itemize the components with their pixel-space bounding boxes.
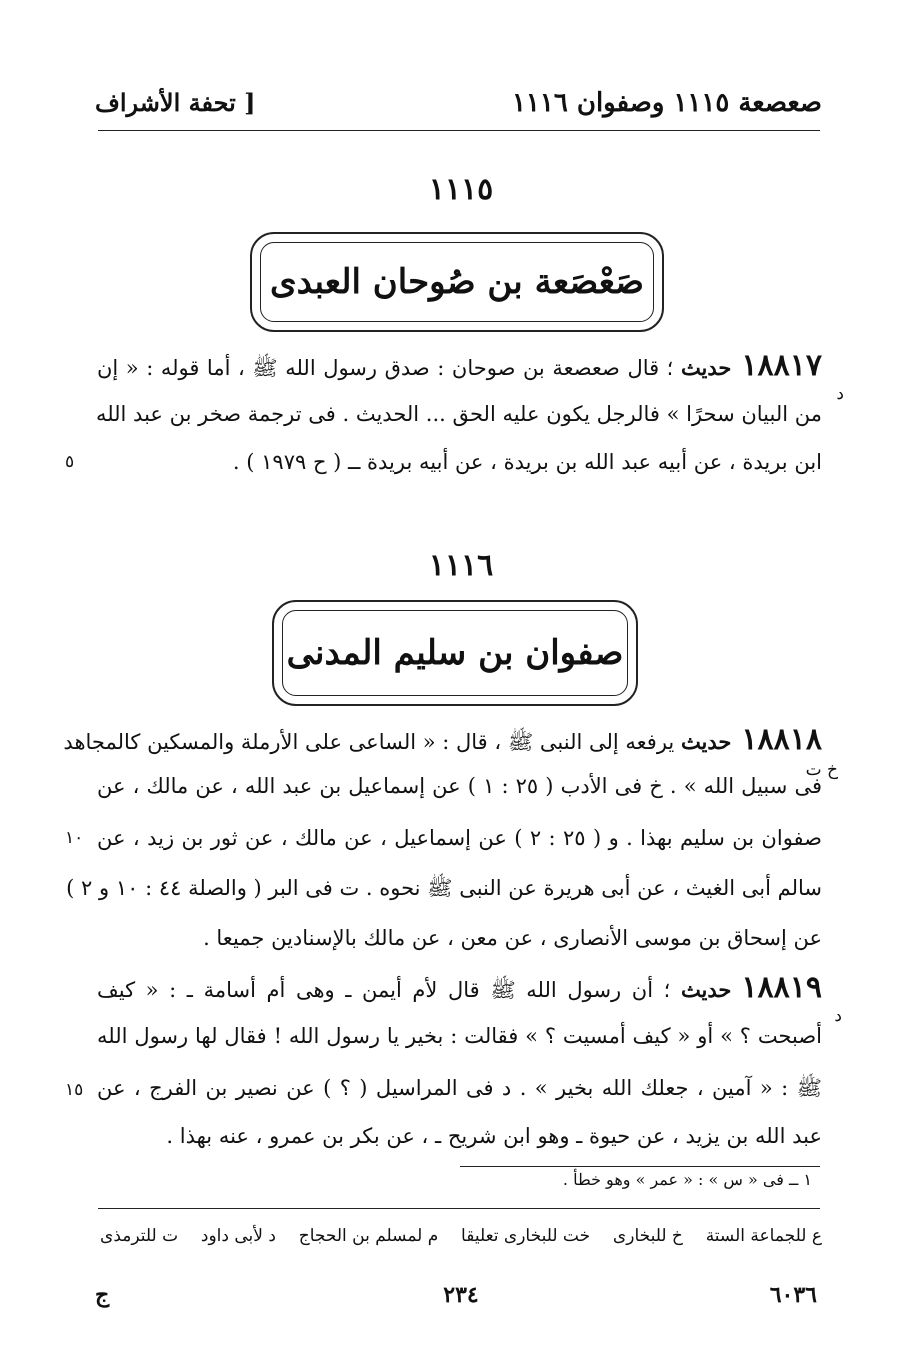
abbreviation: ع للجماعة الستة: [705, 1226, 822, 1246]
hadith-line: صفوان بن سليم بهذا . و ( ٢٥ : ٢ ) عن إسماعيل ، عن مالك ، عن ثور بن زيد ، عن: [97, 826, 822, 850]
margin-line-number: ١٠: [65, 828, 84, 848]
footnote-rule: [460, 1166, 820, 1167]
hadith-line: أصبحت ؟ » أو « كيف أمسيت ؟ » فقالت : بخير يا رسول الله ! فقال لها رسول الله: [97, 1024, 822, 1048]
hadith-line: [97, 970, 822, 1006]
book-title: [ تحفة الأشراف: [95, 88, 256, 117]
section-name: صَعْصَعة بن صُوحان العبدى: [260, 242, 654, 322]
hadith-line: فى سبيل الله » . خ فى الأدب ( ٢٥ : ١ ) عن إسماعيل بن عبد الله ، عن مالك ، عن: [97, 774, 822, 798]
section-name: صفوان بن سليم المدنى: [282, 610, 628, 696]
section-name-frame: [250, 232, 664, 332]
footnote: ١ ــ فى « س » : « عمر » وهو خطأ .: [562, 1170, 812, 1189]
hadith-sigla: د: [836, 384, 844, 404]
header-rule: [98, 130, 820, 131]
hadith-line: [97, 348, 822, 384]
abbreviation: م لمسلم بن الحجاج: [298, 1226, 439, 1246]
hadith-line: عبد الله بن يزيد ، عن حيوة ـ وهو ابن شريح ـ ، عن بكر بن عمرو ، عنه بهذا .: [166, 1124, 822, 1148]
hadith-word: حديث: [680, 977, 732, 1002]
hadith-word: حديث: [680, 355, 732, 380]
hadith-text: يرفعه إلى النبى ﷺ ، قال : « الساعى على الأرملة والمسكين كالمجاهد: [63, 730, 675, 754]
running-title: صعصعة ١١١٥ وصفوان ١١١٦: [511, 88, 822, 118]
footer-volume: ج: [95, 1282, 110, 1308]
abbreviations-key: [100, 1226, 822, 1246]
hadith-line: [63, 722, 822, 758]
abbreviations-rule: [98, 1208, 820, 1209]
section-number: ١١١٥: [428, 172, 494, 207]
hadith-word: حديث: [680, 729, 732, 754]
section-name-frame: [272, 600, 638, 706]
abbreviation: خت للبخارى تعليقا: [461, 1226, 591, 1246]
page-number: ٢٣٤: [443, 1282, 479, 1308]
abbreviation: خ للبخارى: [612, 1226, 683, 1246]
hadith-line: من البيان سحرًا » فالرجل يكون عليه الحق ... الحديث . فى ترجمة صخر بن عبد الله: [95, 402, 822, 426]
hadith-line: ابن بريدة ، عن أبيه عبد الله بن بريدة ، عن أبيه بريدة ــ ( ح ١٩٧٩ ) .: [232, 450, 822, 474]
hadith-text: ؛ أن رسول الله ﷺ قال لأم أيمن ـ وهى أم أسامة ـ : « كيف: [97, 978, 671, 1002]
hadith-text: ؛ قال صعصعة بن صوحان : صدق رسول الله ﷺ ، أما قوله : « إن: [97, 356, 674, 380]
abbreviation: ت للترمذى: [100, 1226, 179, 1246]
abbreviation: د لأبى داود: [200, 1226, 276, 1246]
hadith-line: عن إسحاق بن موسى الأنصارى ، عن معن ، عن مالك بالإسنادين جميعا .: [203, 926, 822, 950]
hadith-sigla: د: [834, 1006, 842, 1026]
hadith-line: ﷺ : « آمين ، جعلك الله بخير » . د فى المراسيل ( ؟ ) عن نصير بن الفرج ، عن: [97, 1076, 822, 1100]
section-number: ١١١٦: [428, 548, 494, 583]
hadith-number: ١٨٨١٨: [741, 722, 822, 757]
hadith-line: سالم أبى الغيث ، عن أبى هريرة عن النبى ﷺ نحوه . ت فى البر ( والصلة ٤٤ : ١٠ و ٢ ): [66, 876, 822, 900]
hadith-number: ١٨٨١٩: [741, 970, 822, 1005]
footer-running-number: ٦٠٣٦: [769, 1282, 817, 1308]
hadith-number: ١٨٨١٧: [741, 348, 822, 383]
margin-line-number: ٥: [65, 452, 75, 472]
margin-line-number: ١٥: [65, 1080, 84, 1100]
hadith-sigla: خ ت: [805, 760, 838, 780]
